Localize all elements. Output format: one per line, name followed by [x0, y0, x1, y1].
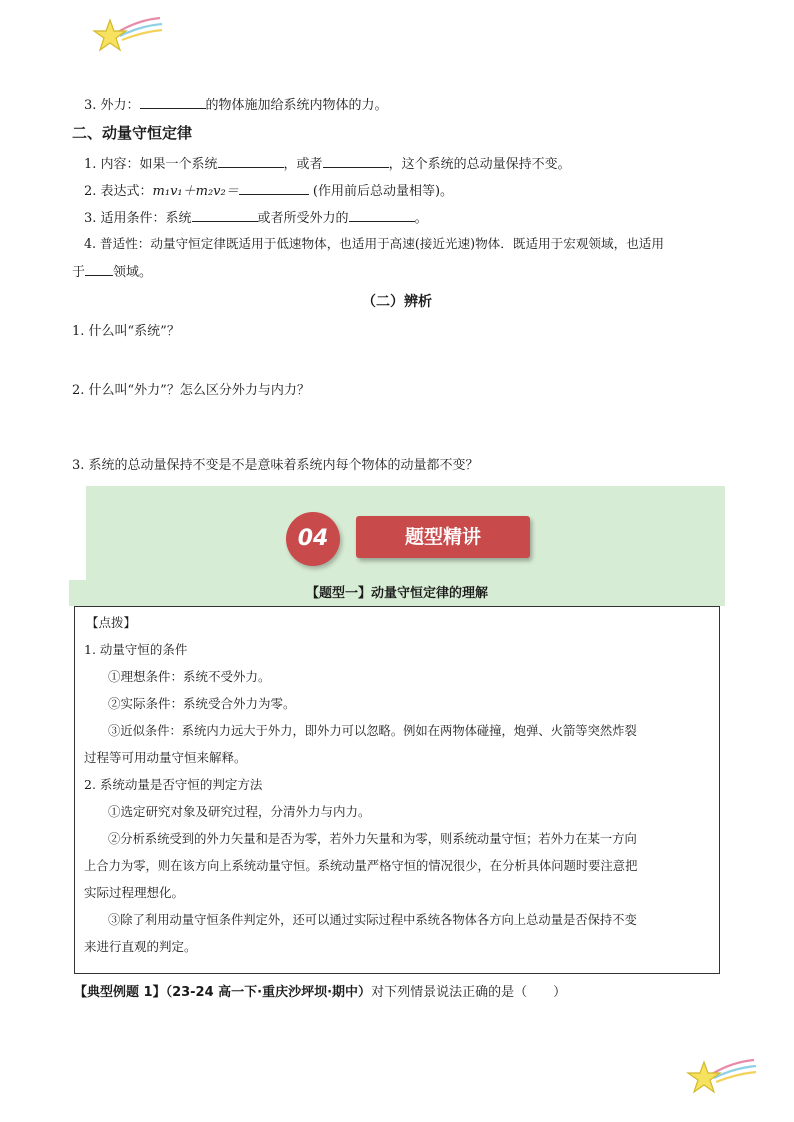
banner-number-circle: [286, 512, 340, 566]
topic-title: 【题型一】动量守恒定律的理解: [305, 586, 488, 601]
hint-line: ③近似条件：系统内力远大于外力，即外力可以忽略。例如在两物体碰撞，炮弹、火箭等突然炸裂: [108, 724, 637, 738]
fill-blank[interactable]: [85, 262, 113, 276]
text: (作用前后总动量相等)。: [312, 184, 454, 199]
text: 于: [72, 265, 86, 280]
item-expression: [84, 181, 453, 201]
fill-blank[interactable]: [218, 154, 284, 168]
hint-line: 1. 动量守恒的条件: [84, 642, 188, 657]
hint-line: ②实际条件：系统受合外力为零。: [108, 696, 296, 711]
hint-line: ②分析系统受到的外力矢量和是否为零，若外力矢量和为零，则系统动量守恒；若外力在某一方向: [108, 832, 637, 846]
hint-line: 上合力为零，则在该方向上系统动量守恒。系统动量严格守恒的情况很少，在分析具体问题时要注意把: [84, 859, 638, 873]
example-question: [74, 984, 566, 1002]
formula: m₁v₁＋m₂v₂＝: [152, 184, 239, 199]
text: 1. 内容：如果一个系统: [84, 157, 218, 172]
section-title: 二、动量守恒定律: [72, 124, 193, 142]
analysis-title: （二）辨析: [362, 294, 432, 310]
shooting-star-icon: [686, 1056, 758, 1100]
fill-blank[interactable]: [140, 95, 206, 109]
banner-number: 04: [297, 526, 329, 551]
hint-line: 来进行直观的判定。: [84, 939, 197, 954]
text: 2. 表达式：: [84, 184, 153, 199]
item-label: 3. 外力：: [84, 98, 140, 113]
question-2: 2. 什么叫“外力”？怎么区分外力与内力？: [72, 383, 310, 398]
item-external-force: [84, 95, 388, 115]
fill-blank[interactable]: [192, 208, 258, 222]
hint-line: 实际过程理想化。: [84, 885, 185, 900]
item-content: [84, 154, 571, 174]
item-text: 的物体施加给系统内物体的力。: [205, 98, 388, 113]
text: 3. 适用条件：系统: [84, 211, 192, 226]
fill-blank[interactable]: [323, 154, 389, 168]
hint-line: 过程等可用动量守恒来解释。: [84, 750, 247, 765]
text: ，或者: [283, 157, 323, 172]
text: 或者所受外力的: [257, 211, 349, 226]
fill-blank[interactable]: [239, 181, 309, 195]
hint-line: ①理想条件：系统不受外力。: [108, 669, 271, 684]
text: 。: [414, 211, 428, 226]
question-3: 3. 系统的总动量保持不变是不是意味着系统内每个物体的动量都不变？: [72, 458, 479, 473]
example-label: 【典型例题 1】（23-24 高一下·重庆沙坪坝·期中）: [74, 985, 372, 1000]
fill-blank[interactable]: [349, 208, 415, 222]
item-conditions: [84, 208, 428, 228]
text: 领域。: [113, 265, 153, 280]
hint-line: 2. 系统动量是否守恒的判定方法: [84, 777, 263, 792]
item-universality-cont: [72, 262, 152, 282]
shooting-star-icon: [92, 14, 164, 58]
text: ，这个系统的总动量保持不变。: [388, 157, 571, 172]
hint-line: ①选定研究对象及研究过程，分清外力与内力。: [108, 804, 371, 819]
item-universality: 4. 普适性：动量守恒定律既适用于低速物体，也适用于高速(接近光速)物体．既适用于宏观领域，也适用: [84, 236, 664, 251]
hint-line: ③除了利用动量守恒条件判定外，还可以通过实际过程中系统各物体各方向上总动量是否保持不变: [108, 913, 637, 927]
banner-label-box: [356, 516, 530, 558]
question-1: 1. 什么叫“系统”？: [72, 324, 180, 339]
banner-label: 题型精讲: [404, 526, 481, 548]
hint-heading: 【点拨】: [86, 615, 137, 630]
example-text: 对下列情景说法正确的是（ ）: [371, 985, 567, 1000]
